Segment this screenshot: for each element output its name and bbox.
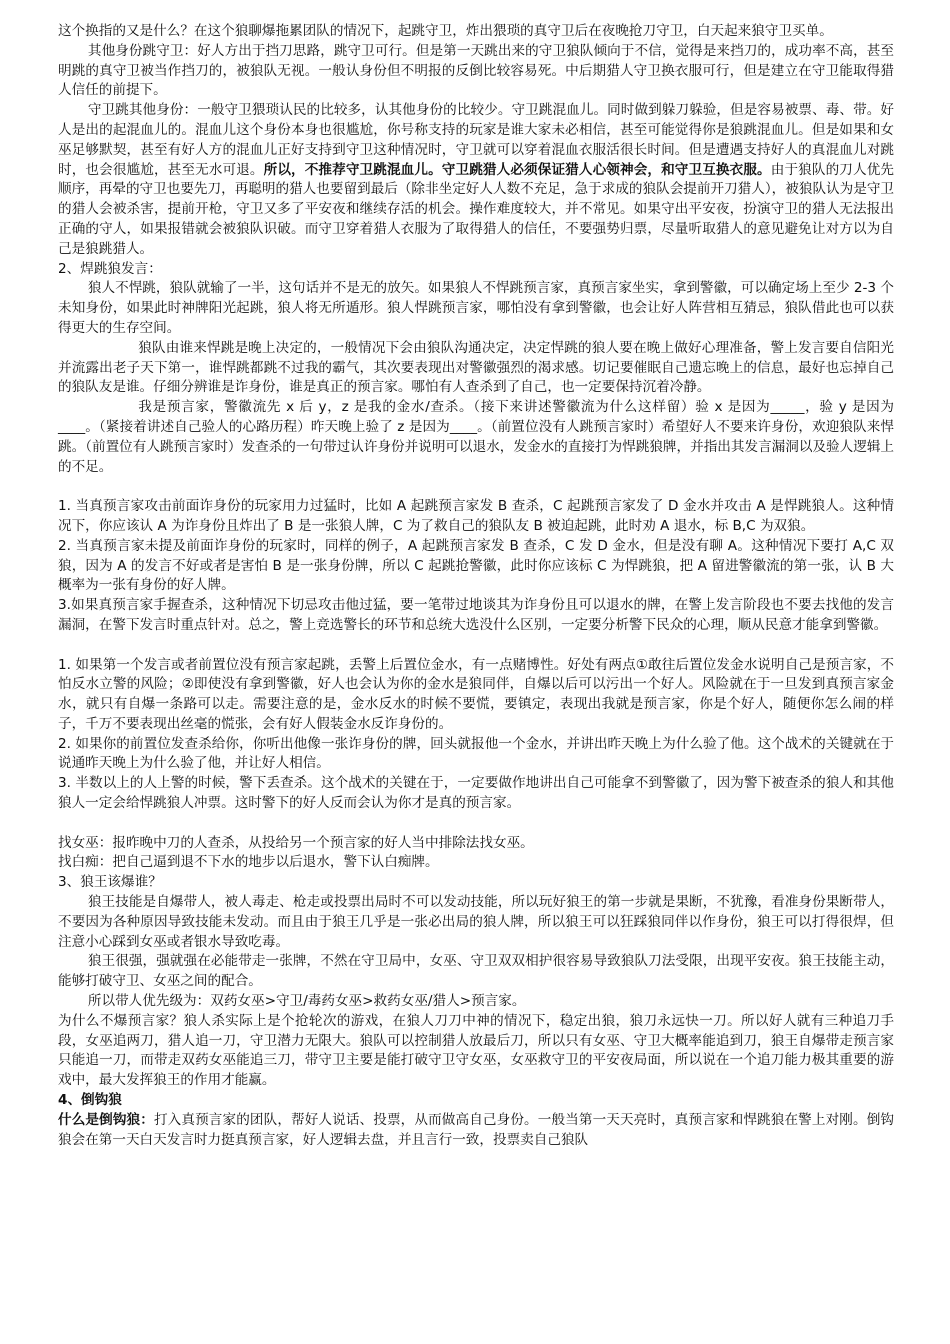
- paragraph: 狼王很强，强就强在必能带走一张牌，不然在守卫局中，女巫、守卫双双相护很容易导致狼队刀法受限，出现平安夜。狼王技能主动，能够打破守卫、女巫之间的配合。: [58, 953, 894, 990]
- paragraph: [58, 1111, 894, 1151]
- paragraph-text: 打入真预言家的团队，帮好人说话、投票，从而做高自己身份。一般当第一天天亮时，真预言家和悍跳狼在警上对刚。倒钩狼会在第一天白天发言时力挺真预言家，好人逻辑去盘，并且言行一致，投票卖自己狼队: [58, 1111, 895, 1148]
- paragraph: 所以带人优先级为：双药女巫>守卫/毒药女巫>救药女巫/猎人>预言家。: [87, 993, 526, 1010]
- list-item: 3. 半数以上的人上警的时候，警下丢查杀。这个战术的关键在于，一定要做作地讲出自己可能拿不到警徽了，因为警下被查杀的狼人和其他狼人一定会给悍跳狼人冲票。这时警下的好人反而会认为你才是真的预言家。: [58, 775, 894, 812]
- paragraph: 狼人不悍跳，狼队就输了一半，这句话并不是无的放矢。如果狼人不悍跳预言家，真预言家坐实，拿到警徽，可以确定场上至少 2-3 个未知身份，如果此时神牌阳光起跳，狼人将无所遁形。狼人悍跳预言家，哪怕没有拿到警徽，也会让好人阵营相互猜忌，狼队借此也可以获得更大的生存空间。: [58, 280, 894, 336]
- paragraph: 为什么不爆预言家？狼人杀实际上是个抢轮次的游戏，在狼人刀刀中神的情况下，稳定出狼，狼刀永远快一刀。所以好人就有三种追刀手段，女巫追两刀，猎人追一刀，守卫潜力无限大。狼队可以控制猎人放最后刀，所以只有女巫、守卫大概率能追到刀，狼王自爆带走预言家只能追一刀，而带走双药女巫能追三刀，带守卫主要是能打破守卫守女巫，女巫救守卫的平安夜局面，所以说在一个追刀能力极其重要的游戏中，最大发挥狼王的作用才能赢。: [58, 1012, 894, 1089]
- document-page: [58, 22, 894, 1150]
- paragraph-text: 由于狼队的刀人优先顺序，再晕的守卫也要先刀，再聪明的猎人也要留到最后（除非坐定好人人数不充足，急于求成的狼队会提前开刀猎人），被狼队认为是守卫的猎人会被杀害，提前开枪，守卫又多了平安夜和继续存活的机会。操作难度较大，并不常见。如果守出平安夜，扮演守卫的猎人无法报出正确的守人，如果报错就会被狼队识破。而守卫穿着猎人衣服为了取得猎人的信任，不要强势归票，尽量听取猎人的意见避免让对方以为自己是狼跳猎人。: [58, 161, 895, 257]
- spacer: [58, 636, 894, 656]
- paragraph-text: 守卫跳其他身份：一般守卫猥琐认民的比较多，认其他身份的比较少。守卫跳混血儿。同时做到躲刀躲验，但是容易被票、毒、带。好人是出的起混血儿的。混血儿这个身份本身也很尴尬，你号称支持的玩家是谁大家未必相信，甚至可能觉得你是狼跳混血儿。但是如果和女巫足够默契，甚至有好人方的混血儿正好支持到守卫这种情况时，守卫就可以穿着混血衣服活很长时间。但是遭遇支持好人的真混血儿对跳时，也会很尴尬，甚至无水可退。: [58, 102, 894, 178]
- list-item: 3.如果真预言家手握查杀，这种情况下切忌攻击他过猛，要一笔带过地谈其为诈身份且可以退水的牌，在警上发言阶段也不要去找他的发言漏洞，在警下发言时重点针对。总之，警上竞选警长的环节和总统大选没什么区别，一定要分析警下民众的心理，顺从民意才能拿到警徽。: [58, 597, 894, 633]
- list-item: 2. 当真预言家未提及前面诈身份的玩家时，同样的例子，A 起跳预言家发 B 查杀，C 发 D 金水，但是没有聊 A。这种情况下要打 A,C 双狼，因为 A 的发言不好或者是害怕 B 是一张身份牌，所以 C 起跳抢警徽，此时你应该标 C 为悍跳狼，把 A 留进警徽流的第一张，认 B 大概率为一张有身份的好人牌。: [58, 537, 894, 594]
- section-heading: 2、焊跳狼发言：: [58, 260, 162, 277]
- paragraph: 这个换指的又是什么？在这个狼聊爆拖累团队的情况下，起跳守卫，炸出猥琐的真守卫后在夜晚抢刀守卫，白天起来狼守卫买单。: [58, 23, 833, 39]
- section-heading: 3、狼王该爆谁？: [58, 874, 162, 891]
- paragraph: 找女巫：报昨晚中刀的人查杀，从投给另一个预言家的好人当中排除法找女巫。: [58, 834, 534, 851]
- spacer: [58, 477, 894, 497]
- spacer: [58, 814, 894, 834]
- section-heading: 4、倒钩狼: [58, 1092, 122, 1109]
- list-item: 1. 如果第一个发言或者前置位没有预言家起跳，丢警上后置位金水，有一点赌博性。好处有两点①敢往后置位发金水说明自己是预言家，不怕反水立警的风险；②即使没有拿到警徽，好人也会认为你的金水是狼同伴，自爆以后可以污出一个好人。风险就在于一旦发到真预言家金水，就只有自爆一条路可以走。需要注意的是，金水反水的时候不要慌，要镇定，表现出我就是预言家，你是个好人，随便你怎么闹的样子，千万不要表现出丝毫的慌张，会有好人假装金水反诈身份的。: [58, 656, 894, 732]
- list-item: 1. 当真预言家攻击前面诈身份的玩家用力过猛时，比如 A 起跳预言家发 B 查杀，C 起跳预言家发了 D 金水并攻击 A 是悍跳狼人。这种情况下，你应该认 A 为诈身份且炸出了 B 是一张狼人牌，C 为了救自己的狼队友 B 被迫起跳，此时劝 A 退水，标 B,C 为双狼。: [58, 498, 894, 534]
- bold-emphasis: 所以，不推荐守卫跳混血儿。守卫跳猎人必须保证猎人心领神会，和守卫互换衣服。: [263, 161, 771, 178]
- paragraph: 其他身份跳守卫：好人方出于挡刀思路，跳守卫可行。但是第一天跳出来的守卫狼队倾向于不信，觉得是来挡刀的，成功率不高，甚至明跳的真守卫被当作挡刀的，被狼队无视。一般认身份但不明报的反倒比较容易死。中后期猎人守卫换衣服可行，但是建立在守卫能取得猎人信任的前提下。: [58, 42, 894, 99]
- list-item: 2. 如果你的前置位发查杀给你，你听出他像一张诈身份的牌，回头就报他一个金水，并讲出昨天晚上为什么验了他。这个战术的关键就在于说通昨天晚上为什么验了他，并让好人相信。: [58, 735, 894, 772]
- bold-term: 什么是倒钩狼：: [58, 1111, 154, 1128]
- paragraph: 狼队由谁来悍跳是晚上决定的，一般情况下会由狼队沟通决定，决定悍跳的狼人要在晚上做好心理准备，警上发言要自信阳光并流露出老子天下第一，谁悍跳都跳不过我的霸气，其次要表现出对警徽强烈的渴求感。切记要催眠自己遗忘晚上的信息，最好也忘掉自己的狼队友是谁。仔细分辨谁是诈身份，谁是真正的预言家。哪怕有人查杀到了自己，也一定要保持沉着冷静。: [58, 339, 894, 396]
- paragraph: [58, 101, 894, 259]
- paragraph: 找白痴：把自己逼到退不下水的地步以后退水，警下认白痴牌。: [58, 854, 439, 871]
- speech-template: 我是预言家，警徽流先 x 后 y，z 是我的金水/查杀。（接下来讲述警徽流为什么这样留）验 x 是因为_____，验 y 是因为____。（紧接着讲述自己验人的心路历程）昨天晚上验了 z 是因为____。（前置位没有人跳预言家时）希望好人不要来许身份，欢迎狼队来悍跳。（前置位有人跳预言家时）发查杀的一句带过认许身份并说明可以退水，发金水的直接打为悍跳狼牌，并指出其发言漏洞以及验人逻辑上的不足。: [58, 399, 895, 475]
- paragraph: 狼王技能是自爆带人，被人毒走、枪走或投票出局时不可以发动技能，所以玩好狼王的第一步就是果断，不犹豫，看准身份果断带人，不要因为各种原因导致技能未发动。而且由于狼王几乎是一张必出局的狼人牌，所以狼王可以狂踩狼同伴以作身份，狼王可以打得很焊，但注意小心踩到女巫或者银水导致吃毒。: [58, 894, 894, 950]
